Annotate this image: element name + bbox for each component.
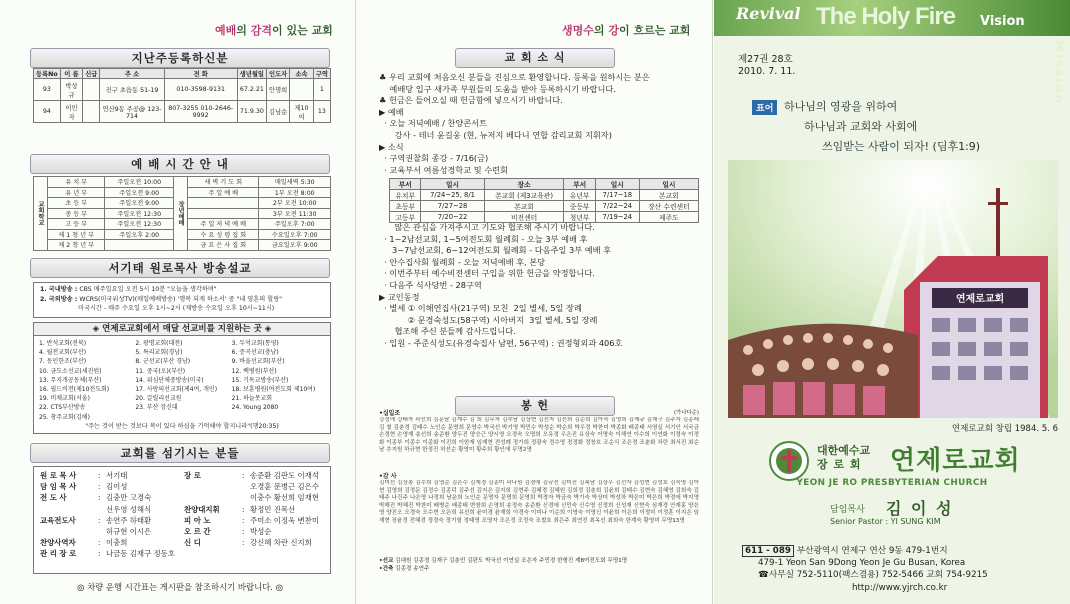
newcomers-cell: 김남순 [267, 101, 290, 123]
staff-title: 교회를 섬기시는 분들 [30, 443, 330, 463]
newcomers-cell: 93 [34, 79, 61, 101]
schedule-time: 주일오후 2:00 [105, 229, 174, 240]
banner-mission: Mission [1052, 40, 1066, 106]
schedule-dept: 제 1 청 년 부 [48, 229, 105, 240]
vbs-cell: 장산 수련센터 [639, 201, 698, 212]
notice-line: ② 문경숙성도(58구역) 시아버지 3일 별세, 5일 장례 [379, 314, 598, 325]
broadcast-title: 서기태 원로목사 방송설교 [30, 258, 330, 278]
address-block [742, 545, 1052, 594]
staff-role: 피 아 노 [184, 515, 211, 525]
banner-title: The Holy Fire [816, 3, 956, 30]
vbs-cell: 7/27~28 [421, 201, 484, 212]
notice-line: · 오늘 저녁예배 / 찬양콘서트 [379, 118, 487, 129]
newcomers-header: 생년월일 [237, 69, 266, 79]
staff-row [40, 470, 180, 481]
staff-sep: : [98, 482, 101, 492]
vbs-header: 부서 [564, 179, 595, 190]
notice-line: · 별세 ① 이해연집사(21구역) 모친 2일 별세, 5일 장례 [379, 303, 582, 314]
banner-revival: Revival [736, 4, 801, 23]
newcomers-header: 인도자 [267, 69, 290, 79]
staff-row [184, 537, 324, 548]
mission-item: 22. CTS부산방송 [39, 404, 86, 412]
denomination-top: 대한예수교 [817, 444, 871, 457]
seed-label: •선교 [379, 558, 394, 564]
notice-line: · 이번주부터 예수비전센터 구입을 위한 헌금을 약정합니다. [379, 268, 595, 279]
missions-title: ◈ 연제로교회에서 매달 선교비를 지원하는 곳 ◈ [34, 323, 330, 336]
church-name: 연제로교회 [890, 446, 1021, 476]
schedule-time: 주일오전 12:30 [105, 208, 174, 219]
staff-role: 장 로 [184, 471, 201, 480]
mission-item: 13. 무지개공동체(부산) [39, 376, 102, 384]
staff-names: 주미소 이정욱 변찬미 [250, 515, 319, 525]
staff-role: 전 도 사 [40, 493, 67, 503]
staff-sep: : [98, 538, 101, 548]
staff-names: 선우영 성해식 [106, 504, 152, 514]
staff-role: 찬양사역자 [40, 538, 76, 548]
schedule-service-time: 수요일오후 7:00 [259, 229, 331, 240]
schedule-service-time: 주일오후 7:00 [259, 219, 331, 230]
news-title: 교 회 소 식 [455, 48, 615, 68]
broadcast-box: 1. 국내방송 : CBS 매주일요일 오전 5시 10분 "오늘을 생각하며" 2. 국외방송 : WCRS(미국위성TV)(매일예배방송) '행복 되게 하소서' 중 "내 영혼의 힐링" 미국시간 - 매주 수요일 오후 1시~2시 (재방송 수요일 오후 10시~11시) [33, 282, 331, 318]
mission-item: 5. 특리교회(경남) [135, 349, 183, 357]
mission-item: 9. 바울선교회(부산) [231, 358, 285, 366]
vbs-cell: 본교회 [639, 190, 698, 201]
vbs-cell: 본교회 [484, 201, 564, 212]
staff-row [40, 526, 180, 537]
notice-line: · 1~2남선교회, 1~5여전도회 월례회 - 오늘 3부 예배 후 [379, 233, 588, 244]
newcomers-header: 전 화 [164, 69, 237, 79]
staff-names: 서기태 [106, 471, 128, 480]
vbs-header: 일시 [595, 179, 639, 190]
thanks-label: •감 사 [379, 473, 397, 480]
vbs-cell: 7/19~24 [595, 212, 639, 223]
schedule-service: 수 요 성 령 집 회 [188, 229, 259, 240]
vbs-cell: 7/22~24 [595, 201, 639, 212]
table-row [34, 101, 331, 123]
vbs-cell: 7/20~22 [421, 212, 484, 223]
newcomers-cell: 67.2.21 [237, 79, 266, 101]
notice-line: 예배당 입구 새가족 부원들의 도움을 받아 등록하시기 바랍니다. [379, 83, 616, 94]
mission-item: 7. 동인한조(부산) [39, 358, 87, 366]
issue-info [738, 54, 795, 78]
schedule-dept: 고 등 부 [48, 219, 105, 230]
staff-right-list [184, 470, 324, 560]
notice-line: ▶ 소식 [379, 141, 404, 152]
staff-sep [98, 526, 106, 537]
pastor-en: Senior Pastor : YI SUNG KIM [830, 517, 941, 526]
mission-item: 20. 갈릴리선교원 [135, 395, 182, 403]
denomination [817, 444, 870, 472]
schedule-service-time: 1부 오전 8:00 [259, 187, 331, 198]
staff-role: 원 로 목 사 [40, 471, 77, 480]
schedule-dept: 초 등 부 [48, 198, 105, 209]
vbs-cell: 청년부 [564, 212, 595, 223]
schedule-service: 주 일 저 녁 예 배 [188, 219, 259, 230]
mission-item: 16. 필드비전(제10전도회) [39, 386, 110, 394]
building-label: •건축 [379, 566, 394, 572]
thanks-names: 김미선 김상봉 김수희 김영순 김은수 김재경 김종미 곽나원 김경애 김규선 김미진 김복남 김상우 김선자 김성현 김성호 김숙영 김아현 김영희 김정문 김정수 김종덕 김주선 김지은 김지희 김현주 김혜경 김혜원 김희정 김춘희 김윤희 김태수 김현숙 김혜영 김희숙 김태주 나건주 나은영 나정희 남운희 노인순 문명자 문명희 문영희 박경자 박금숙 박기숙 박상미 박성하 박은미 박은희 박정애 박지영 박해진 박혜진 박찬미 배병순 배종태 변창희 손영희 송정숙 송준환 신경애 신민숙 신수영 신정희 신성재 신현숙 심재경 안재홍 양은영 양진오 오경숙 오수현 오은희 유선희 윤미경 윤재희 이경숙 이미나 이순희 이영숙 이영신 이윤희 이은희 이정미 이정훈 이지은 임재현 장윤경 전혜경 정경숙 정기열 정태영 조영자 조은정 조정숙 조철호 최은주 최연진 최옥선 최희숙 한계숙 황영미 무명13명 [379, 480, 699, 524]
newcomers-cell: 이민자 [60, 101, 82, 123]
notices2-list [357, 222, 713, 350]
vbs-cell: 초등부 [390, 201, 421, 212]
notice-line: · 안수집사회 월례회 - 오늘 저녁예배 후, 본당 [379, 256, 546, 267]
newcomers-cell: 94 [34, 101, 61, 123]
newcomers-cell: 010-3598-9131 [164, 79, 237, 101]
vbs-cell: 제주도 [639, 212, 698, 223]
staff-sep: : [242, 527, 245, 537]
vbs-header: 일시 [639, 179, 698, 190]
schedule-table [33, 176, 331, 251]
offering-section [379, 408, 699, 572]
table-row [390, 212, 699, 223]
address-tel: ☎사무실 752-5110(팩스겸용) 752-5466 교회 754-9215 [758, 570, 988, 581]
vbs-cell: 중등부 [564, 201, 595, 212]
staff-sep: : [98, 515, 101, 525]
vbs-table [389, 178, 699, 223]
motto-label: 표어 [752, 100, 777, 115]
vbs-cell: 7/24~25, 8/1 [421, 190, 484, 201]
offering-title: 봉 헌 [455, 396, 615, 416]
mission-item: 21. 하늘못교회 [231, 395, 273, 403]
staff-sep: : [242, 504, 245, 514]
notice-line: ♣ 우리 교회에 처음오신 분들을 진심으로 환영합니다. 등록을 원하시는 분은 [379, 72, 650, 82]
schedule-time: 주일오전 10:00 [105, 177, 174, 188]
newcomers-cell: 안명희 [267, 79, 290, 101]
staff-role: 교육전도사 [40, 515, 76, 525]
vbs-header: 부서 [390, 179, 421, 190]
postal-code: 611 - 089 [742, 545, 794, 557]
staff-sep: : [98, 471, 101, 480]
staff-row [40, 504, 180, 515]
missions-box [33, 322, 331, 434]
vbs-cell: 본교회 (제3교육관) [484, 190, 564, 201]
staff-sep: : [242, 515, 245, 525]
newcomers-header: 이 름 [60, 69, 82, 79]
mission-item: 10. 금도소선교(세진원) [39, 367, 102, 375]
schedule-dept: 유 치 부 [48, 177, 105, 188]
seed-names: 김대원 김종경 김재구 김춘민 김판도 박국선 이연실 조은자 주민경 한형진 제8여전도회 무명1명 [395, 558, 628, 564]
cover-banner [714, 0, 1070, 36]
staff-row [40, 492, 180, 503]
pastor-name: 김 이 성 [886, 499, 954, 518]
mission-item: 23. 부산 장신대 [135, 404, 178, 412]
schedule-service-time: 매일새벽 5:30 [259, 177, 331, 188]
offering-note: (가나다순) [673, 410, 699, 416]
mission-item: 8. 군선교(부산 경남) [135, 358, 191, 366]
staff-box [33, 466, 331, 574]
staff-role: 오 르 간 [184, 527, 211, 537]
newcomers-header: 소속 [290, 69, 314, 79]
staff-row [40, 481, 180, 492]
staff-role [40, 504, 98, 515]
notice-line: ▶ 예배 [379, 106, 404, 117]
schedule-right-label: 장년예배 [174, 177, 188, 251]
mission-item: 17. 사랑의선교회(제4여, 개인) [135, 386, 218, 394]
schedule-time: 주일오전 12:30 [105, 219, 174, 230]
staff-names: 오경훈 문병근 김은수 [250, 482, 319, 492]
staff-names: 나금동 김재구 정동호 [106, 549, 175, 559]
schedule-time: 주일오전 9:00 [105, 187, 174, 198]
tithe-names: 강정애 강태자 곽선희 김문남 김계수 김 희 김무자 김부남 김상현 김선자 김선희 김순희 김아숙 김영희 김재규 김재구 김주자 김종래 김 철 김춘경 김태수 노인순 문명희 문영수 박국선 박기영 박민수 박성순 박순희 박우정 박찬미 박종화 배종태 서영실 서기인 서국금 손정현 손영재 송선희 송준환 양두진 양승근 양시영 오경숙 오명희 오유정 우은진 유상숙 이명숙 이해연 이수희 이연화 이정숙 이정화 이종부 이종수 이종화 이진희 이한재 임재현 전성례 정가희 정광숙 정수영 정정화 정창호 조순식 조은정 조춘화 차란 최서진 최순남 추지원 하규현 한정진 허선순 황영미 황주희 황인애 무명2명 [379, 417, 699, 454]
newcomers-cell: 박상규 [60, 79, 82, 101]
address-ko: 부산광역시 연제구 연산 9동 479-1번지 [796, 546, 948, 556]
schedule-service: 새 벽 기 도 회 [188, 177, 259, 188]
staff-names: 강신혜 차란 신지희 [250, 538, 312, 548]
staff-names: 김충만 고경숙 [106, 493, 152, 503]
mission-item: 11. 중국(오)(부산) [135, 367, 186, 375]
staff-names: 허규현 이시은 [106, 527, 152, 537]
staff-row [184, 504, 324, 515]
mission-item: 2. 광명교회(대전) [135, 340, 183, 347]
schedule-dept: 중 등 부 [48, 208, 105, 219]
staff-row [184, 492, 324, 503]
schedule-service-time: 3부 오전 11:30 [259, 208, 331, 219]
mission-item: 4. 월전교회(부산) [39, 349, 87, 357]
newcomers-cell: 1 [313, 79, 330, 101]
schedule-service: 주 일 예 배 [188, 187, 259, 198]
staff-row [184, 470, 324, 481]
vbs-header: 일시 [421, 179, 484, 190]
schedule-service-time: 금요일오후 9:00 [259, 240, 331, 251]
mission-item: 24. Young 2080 [231, 404, 279, 412]
panel2-tagline: 생명수의 강이 흐르는 교회 [562, 24, 691, 37]
staff-role: 신 디 [184, 538, 201, 548]
newcomers-cell: 제10여 [290, 101, 314, 123]
church-sign: 연제로교회 [955, 294, 1005, 305]
staff-row [184, 515, 324, 526]
newcomers-cell: 진구 초읍동 51-19 [100, 79, 164, 101]
vbs-cell: 고등부 [390, 212, 421, 223]
mission-item: 14. 위심단체중방송(미국) [135, 376, 204, 384]
mission-item: 15. 기독교방송(부산) [231, 376, 289, 384]
vbs-cell: 비전센터 [484, 212, 564, 223]
newcomers-table [33, 68, 331, 123]
newcomers-cell: 807-3255 010-2646-9992 [164, 101, 237, 123]
mission-item: 19. 비채교회(서울) [39, 395, 90, 403]
staff-sep [242, 492, 250, 503]
staff-names: 황정민 진목선 [250, 504, 296, 514]
table-row [390, 190, 699, 201]
notices-list [357, 72, 713, 176]
founded-date: 연제로교회 창립 1984. 5. 6 [951, 424, 1058, 434]
schedule-time [105, 240, 174, 251]
middle-panel [357, 0, 713, 604]
staff-role: 담 임 목 사 [40, 482, 77, 492]
staff-sep: : [242, 538, 245, 548]
schedule-time: 주일오전 9:00 [105, 198, 174, 209]
staff-footer: ◎ 차량 운행 시간표는 게시판을 참조하시기 바랍니다. ◎ [77, 582, 283, 592]
motto-line-1: 하나님의 영광을 위하여 [784, 100, 898, 113]
staff-row [40, 548, 180, 559]
newcomers-header: 등록No [34, 69, 61, 79]
table-row [390, 201, 699, 212]
newcomers-title: 지난주등록하신분 [30, 48, 330, 68]
notice-line: 강사 - 테너 윤길웅 (현, 뉴저지 베다니 연합 감리교회 지휘자) [379, 129, 612, 140]
mission-item: 18. 보훈병원(여전도회 제10여) [231, 386, 316, 394]
cover-panel [714, 0, 1070, 604]
notice-line: ♣ 헌금은 들어오실 때 헌금함에 넣으시기 바랍니다. [379, 95, 563, 106]
table-row [34, 177, 331, 188]
staff-sep: : [98, 493, 101, 503]
staff-names: 송연주 하태환 [106, 515, 152, 525]
address-en: 479-1 Yeon San 9Dong Yeon Je Gu Busan, Korea [758, 558, 966, 569]
newcomers-cell: 연산9동 주공@ 123-714 [100, 101, 164, 123]
church-seal-icon [768, 440, 810, 482]
mission-item: 25. 창주교회(김해) [39, 413, 90, 421]
motto-line-2: 하나님과 교회와 사회에 [804, 120, 918, 133]
denomination-bottom: 장 로 회 [817, 458, 862, 471]
mission-item: 12. 백병원(부산) [231, 367, 277, 375]
schedule-service [188, 198, 259, 209]
left-panel [0, 0, 356, 604]
staff-role [40, 526, 98, 537]
newcomers-header: 주 소 [100, 69, 164, 79]
motto-line-3: 쓰임받는 사람이 되자! (딤후1:9) [822, 140, 981, 153]
schedule-service: 금 요 은 사 집 회 [188, 240, 259, 251]
staff-row [184, 526, 324, 537]
schedule-dept: 제 2 청 년 부 [48, 240, 105, 251]
pastor-label: 담임목사 [830, 505, 865, 515]
staff-sep: : [98, 549, 101, 559]
vbs-cell: 7/17~18 [595, 190, 639, 201]
vbs-cell: 유년부 [564, 190, 595, 201]
staff-row [40, 537, 180, 548]
banner-vision: Vision [980, 14, 1025, 29]
mission-item: 1. 반석교회(전북) [39, 340, 87, 347]
staff-role [184, 481, 242, 492]
notice-line: · 교육부서 여름성경학교 및 수련회 [379, 164, 508, 175]
mission-item: 6. 증곡선교(충남) [231, 349, 279, 357]
staff-left-list [40, 470, 180, 560]
staff-sep [98, 504, 106, 515]
missions-list [34, 336, 330, 425]
vbs-header: 장소 [484, 179, 564, 190]
staff-names: 송준환 김판도 이재석 [250, 471, 319, 480]
newcomers-cell [83, 79, 100, 101]
newcomers-cell: 13 [313, 101, 330, 123]
schedule-dept: 유 년 부 [48, 187, 105, 198]
schedule-service-time: 2부 오전 10:00 [259, 198, 331, 209]
staff-sep: : [242, 471, 245, 480]
newcomers-header: 신급 [83, 69, 100, 79]
notice-line: · 다음주 식사당번 - 28구역 [379, 279, 482, 290]
website-link[interactable]: http://www.yjrch.co.kr [852, 582, 948, 593]
newcomers-header: 구역 [313, 69, 330, 79]
issue-number: 제27권 28호 [738, 54, 793, 65]
schedule-title: 예 배 시 간 안 내 [30, 154, 330, 174]
staff-names: 이충수 황선희 임재현 [250, 493, 319, 503]
building-names: 김종경 송연주 [395, 566, 430, 572]
church-photo [728, 160, 1058, 418]
newcomers-cell: 71.9.30 [237, 101, 266, 123]
schedule-group-label: 교회학교 [34, 177, 48, 251]
notice-line: 많은 관심을 가져주시고 기도와 협조해 주시기 바랍니다. [379, 222, 595, 232]
staff-sep [242, 481, 250, 492]
notice-line: 협조해 주신 분들께 감사드립니다. [379, 326, 516, 337]
vbs-cell: 유치부 [390, 190, 421, 201]
staff-names: 박성순 [250, 527, 272, 537]
schedule-service [188, 208, 259, 219]
issue-date: 2010. 7. 11. [738, 66, 796, 77]
notice-line: ▶ 교인동정 [379, 291, 420, 302]
mission-item: 3. 두억교회(통영) [231, 340, 279, 347]
notice-line: 3~7남선교회, 6~12여전도회 월례회 - 다음주일 3부 예배 후 [379, 245, 612, 256]
church-name-en: YEON JE RO PRESBYTERIAN CHURCH [796, 478, 988, 488]
staff-row [40, 515, 180, 526]
notice-line: · 구역권찰회 종강 - 7/16(금) [379, 153, 489, 164]
staff-row [184, 481, 324, 492]
panel1-tagline: 예배의 감격이 있는 교회 [215, 24, 333, 37]
table-row [34, 79, 331, 101]
notice-line: · 입원 - 주준식성도(유경숙집사 남편, 56구역) : 권정형외과 406호 [379, 337, 623, 348]
staff-role: 관 리 장 로 [40, 549, 77, 559]
staff-names: 이충희 [106, 538, 128, 548]
missions-quote: "주는 것이 받는 것보다 복이 있다 하심을 기억해야 할지니라"(행20:35) [85, 423, 279, 430]
newcomers-cell [290, 79, 314, 101]
tithe-label: •십일조 [379, 410, 401, 417]
staff-role: 찬양대지휘 [184, 504, 220, 514]
newcomers-cell [83, 101, 100, 123]
staff-role [184, 492, 242, 503]
staff-names: 김이성 [106, 482, 128, 492]
